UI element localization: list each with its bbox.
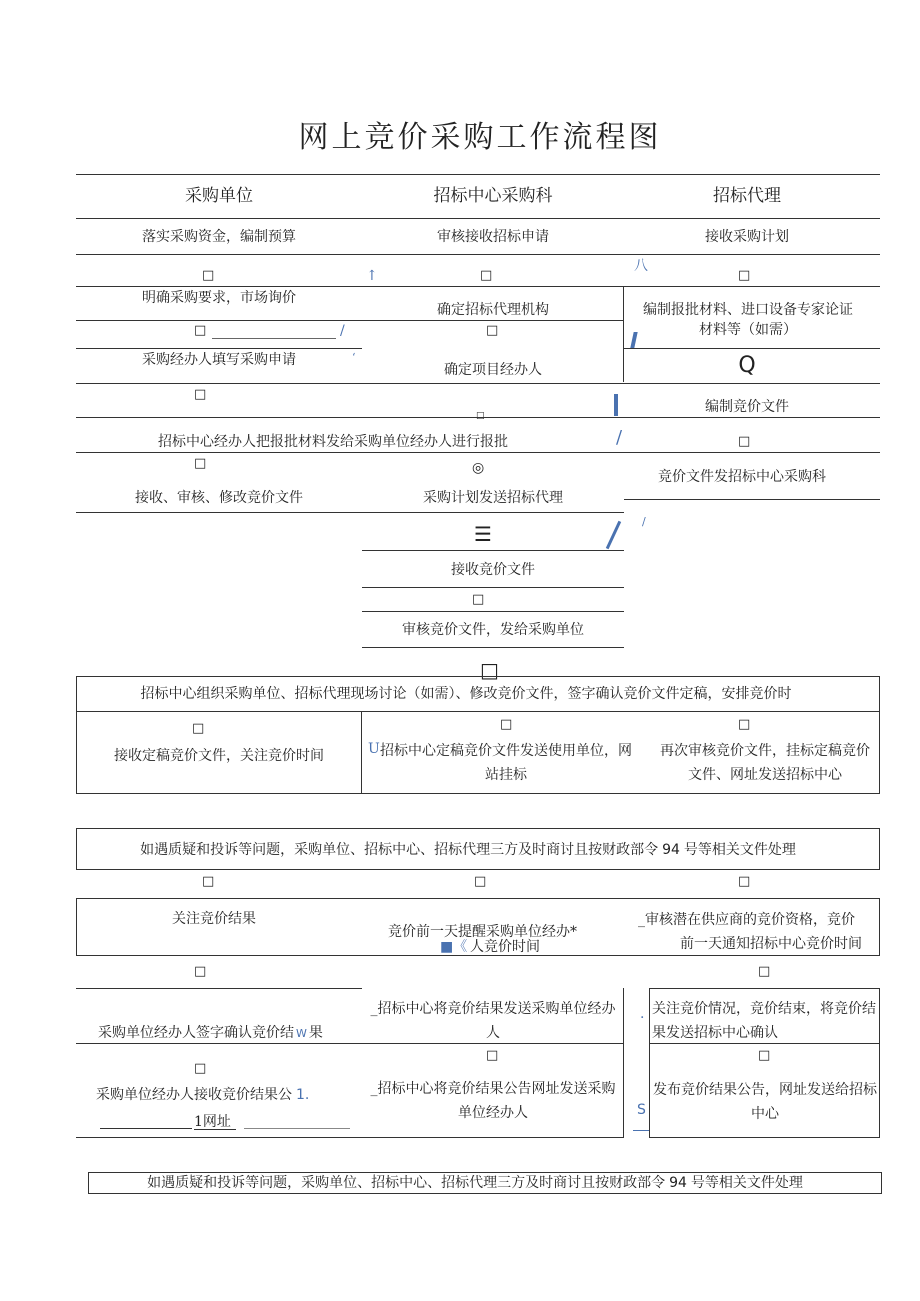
- square-icon: □: [738, 874, 751, 889]
- s-mark-icon: S: [637, 1102, 646, 1118]
- step-send-bid-to-center: 竞价文件发招标中心采购科: [658, 469, 826, 485]
- complaint-num: 94: [669, 1175, 687, 1191]
- underline-decor: [212, 338, 336, 339]
- square-icon: □: [500, 717, 513, 732]
- square-icon: □: [202, 268, 215, 283]
- complaint-text-bottom: [88, 1173, 862, 1193]
- square-icon: □: [480, 658, 499, 682]
- complaint-text-a: 如遇质疑和投诉等问题，采购单位、招标中心、招标代理三方及时商讨且按财政部令: [140, 842, 659, 858]
- step-discussion: 招标中心组织采购单位、招标代理现场讨论（如需）、修改竞价文件，签字确认竞价文件定稿，安排竞价时: [140, 686, 792, 702]
- square-icon: □: [758, 1048, 771, 1063]
- underline-decor: [194, 1129, 236, 1130]
- dot-mark-icon: ·: [640, 1010, 645, 1026]
- col1-row2-line: [76, 320, 362, 321]
- square-icon: □: [194, 323, 207, 338]
- arrow-up-icon: ↑: [366, 268, 378, 284]
- square-icon: □: [202, 874, 215, 889]
- col3-row2-line: [624, 348, 880, 349]
- step-prepare-bid-doc: 编制竞价文件: [705, 399, 789, 415]
- slash-mark-icon: /: [340, 323, 345, 339]
- step-remind-unit-line2: 人竞价时间: [470, 939, 540, 955]
- complaint-text: [76, 840, 860, 860]
- complaint-text-a: 如遇质疑和投诉等问题，采购单位、招标中心、招标代理三方及时商讨且按财政部令: [147, 1175, 666, 1191]
- col2-row9-line: [362, 647, 624, 648]
- row1b-line: [76, 286, 880, 287]
- step-publish-result: 发布竞价结果公告，网址发送给招标中心: [653, 1082, 877, 1122]
- square-icon: □: [738, 268, 751, 283]
- row4-line: [76, 417, 880, 418]
- rowd-divider-mid: [623, 988, 624, 1138]
- square-icon: □: [194, 456, 207, 471]
- ba-mark-icon: 八: [634, 258, 648, 274]
- q-mark-icon: Q: [738, 353, 756, 378]
- col1-row2b-line: [76, 348, 362, 349]
- col2-row8-line: [362, 611, 624, 612]
- complaint-num: 94: [662, 842, 680, 858]
- rowe-bottom-line: [76, 1137, 624, 1138]
- step-recheck-and-post: 再次审核竞价文件，挂标定稿竞价文件、网址发送招标中心: [660, 743, 870, 783]
- page-title: 网上竞价采购工作流程图: [298, 120, 662, 155]
- underline-decor: [244, 1128, 350, 1129]
- step-receive-plan: 接收采购计划: [705, 229, 789, 245]
- header-bottom-line: [76, 218, 880, 219]
- mark-icon: ■《: [440, 939, 468, 955]
- one-mark-icon: 1.: [296, 1087, 310, 1103]
- circle-mark-icon: ◎: [472, 460, 485, 476]
- side-underline: [633, 1130, 649, 1131]
- step-send-notice-url: _招标中心将竞价结果公告网址发送采购单位经办人: [370, 1081, 616, 1121]
- square-icon: □: [758, 964, 771, 979]
- step-remind-unit: 竞价前一天提醒采购单位经办*: [388, 924, 577, 940]
- square-icon: □: [194, 1061, 207, 1076]
- step-fill-application: 采购经办人填写采购申请: [142, 352, 296, 368]
- square-icon: □: [476, 411, 485, 421]
- square-icon: □: [738, 717, 751, 732]
- step-select-agent: 确定招标代理机构: [437, 302, 549, 318]
- rowd-bottom-right: [649, 1043, 880, 1044]
- col12-row5-line: [76, 512, 624, 513]
- row1-line: [76, 254, 880, 255]
- header-agent: 招标代理: [713, 186, 781, 206]
- step-prepare-materials: 编制报批材料、进口设备专家论证材料等（如需）: [643, 302, 853, 338]
- step-sign-result-text: 采购单位经办人签字确认竞价结: [98, 1025, 294, 1041]
- step-receive-result: [96, 1085, 309, 1105]
- rowd-top-left: [76, 988, 362, 989]
- step-receive-result-line2: 1网址: [194, 1114, 231, 1130]
- square-icon: □: [738, 434, 751, 449]
- square-icon: □: [486, 323, 499, 338]
- step-receive-result-text: 采购单位经办人接收竞价结果公: [96, 1087, 292, 1103]
- step-check-supplier: _审核潜在供应商的竞价资格，竞价: [638, 912, 855, 928]
- square-icon: □: [472, 592, 485, 607]
- u-mark-icon: U: [368, 741, 380, 757]
- triple-bar-icon: ☰: [474, 522, 492, 546]
- rowd-bottom-line: [76, 1043, 624, 1044]
- square-icon: □: [194, 387, 207, 402]
- blue-slash-icon: [606, 521, 621, 549]
- step-receive-final-doc: 接收定稿竞价文件，关注竞价时间: [114, 748, 324, 764]
- step-send-result-to-unit: _招标中心将竞价结果发送采购单位经办人: [370, 1001, 616, 1041]
- square-icon: □: [480, 268, 493, 283]
- square-icon: □: [192, 721, 205, 736]
- step-send-to-unit: 审核竞价文件，发给采购单位: [402, 622, 584, 638]
- square-icon: □: [194, 964, 207, 979]
- step-market-inquiry: 明确采购要求，市场询价: [142, 290, 296, 306]
- header-top-line: [76, 174, 880, 175]
- square-icon: □: [486, 1048, 499, 1063]
- step-review-application: 审核接收招标申请: [437, 229, 549, 245]
- header-procurement-dept: 招标中心采购科: [433, 186, 553, 206]
- complaint-text-b: 号等相关文件处理: [690, 1175, 803, 1191]
- row5-line: [76, 452, 880, 453]
- blue-bar-icon: [630, 332, 637, 348]
- slash-mark-icon: /: [642, 515, 646, 528]
- col3-row5-line: [624, 499, 880, 500]
- square-icon: □: [474, 874, 487, 889]
- row3-line: [76, 383, 880, 384]
- step-review-bid-doc: 接收、审核、修改竞价文件: [135, 490, 303, 506]
- step-watch-bid: 关注竞价情况，竞价结束，将竞价结果发送招标中心确认: [652, 1001, 876, 1041]
- w-mark-icon: W: [296, 1027, 307, 1040]
- complaint-text-b: 号等相关文件处理: [683, 842, 796, 858]
- step-send-approval: 招标中心经办人把报批材料发给采购单位经办人进行报批: [158, 434, 508, 450]
- col2-row7-line: [362, 587, 624, 588]
- underline-decor: [100, 1128, 192, 1129]
- step-post-bid: 招标中心定稿竞价文件发送使用单位，网站挂标: [380, 743, 632, 783]
- tick-mark-icon: ‘: [352, 351, 356, 364]
- step-receive-bid-doc: 接收竞价文件: [451, 562, 535, 578]
- col2-row6-line: [362, 550, 624, 551]
- step-assign-handler: 确定项目经办人: [444, 362, 542, 378]
- step-send-plan-to-agent: 采购计划发送招标代理: [423, 490, 563, 506]
- blue-bar-icon: [614, 394, 618, 416]
- slash-mark-icon: /: [616, 427, 623, 448]
- header-purchasing-unit: 采购单位: [185, 186, 253, 206]
- step-watch-result: 关注竞价结果: [172, 911, 256, 927]
- step-sign-result-end: 果: [308, 1025, 323, 1041]
- step-budget: 落实采购资金，编制预算: [142, 229, 296, 245]
- step-sign-result: [98, 1023, 323, 1044]
- step-check-supplier-line2: 前一天通知招标中心竞价时间: [680, 936, 862, 952]
